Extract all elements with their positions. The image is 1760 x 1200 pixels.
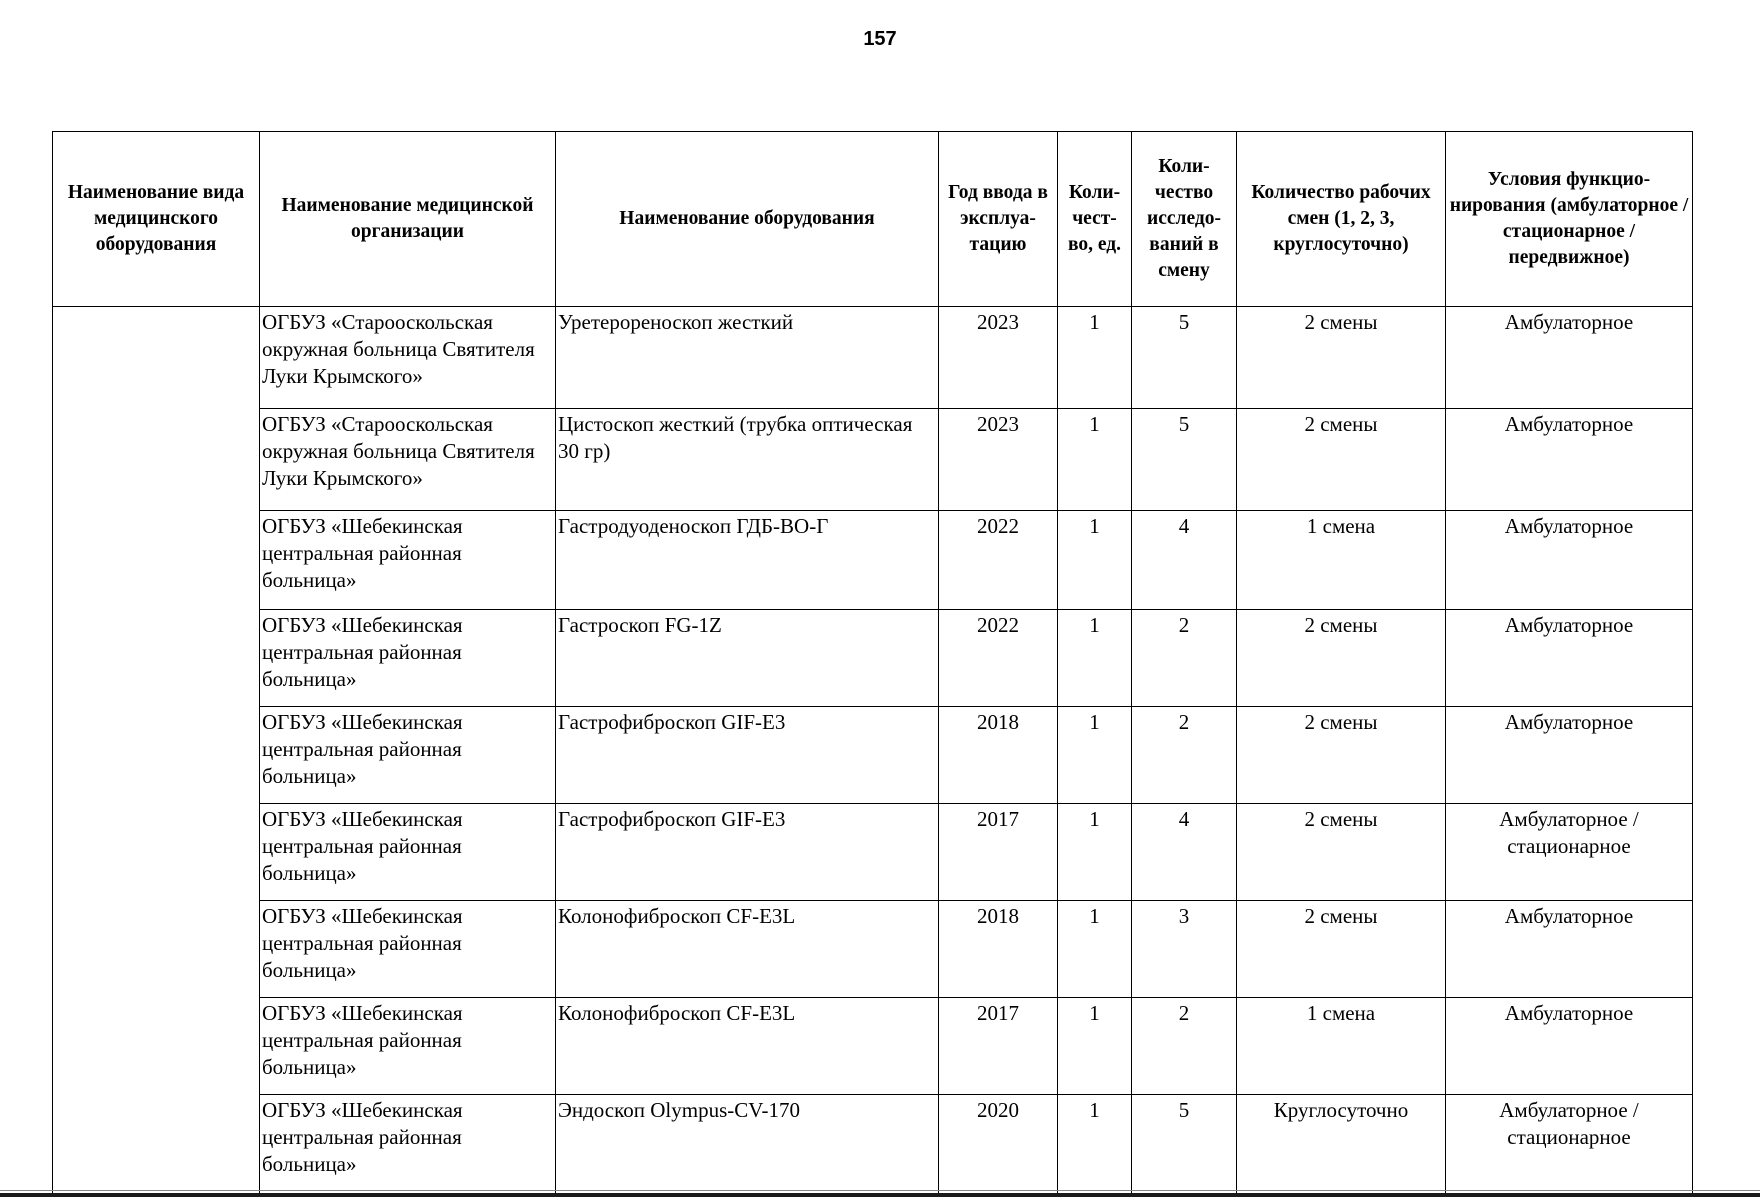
table-row [53,409,1693,511]
conditions-cell: Амбулаторное [1446,409,1693,511]
organization-cell: ОГБУЗ «Шебекинская центральная районная больница» [260,707,556,804]
equipment-name-cell: Гастроскоп FG-1Z [556,610,939,707]
year-cell: 2018 [939,707,1058,804]
quantity-cell: 1 [1058,998,1132,1095]
studies-cell: 2 [1132,998,1237,1095]
table-row [53,998,1693,1095]
bottom-rule [0,1193,1760,1197]
shifts-cell: 2 смены [1237,610,1446,707]
header-commission-year: Год ввода в эксплуа-тацию [939,132,1058,307]
quantity-cell: 1 [1058,901,1132,998]
shifts-cell: 2 смены [1237,707,1446,804]
studies-cell: 5 [1132,1095,1237,1197]
quantity-cell: 1 [1058,307,1132,409]
equipment-name-cell: Колонофиброскоп CF-E3L [556,901,939,998]
table-row [53,610,1693,707]
shifts-cell: 1 смена [1237,511,1446,610]
table-row [53,707,1693,804]
equipment-table [52,131,1693,1197]
conditions-cell: Амбулаторное / стационарное [1446,1095,1693,1197]
organization-cell: ОГБУЗ «Шебекинская центральная районная больница» [260,1095,556,1197]
header-equipment-type: Наименование вида медицинского оборудования [53,132,260,307]
conditions-cell: Амбулаторное [1446,707,1693,804]
conditions-cell: Амбулаторное [1446,610,1693,707]
quantity-cell: 1 [1058,511,1132,610]
year-cell: 2022 [939,610,1058,707]
header-operating-conditions: Условия функцио-нирования (амбулаторное / стационарное / передвижное) [1446,132,1693,307]
year-cell: 2017 [939,804,1058,901]
table-row [53,804,1693,901]
organization-cell: ОГБУЗ «Шебекинская центральная районная больница» [260,804,556,901]
shifts-cell: 2 смены [1237,307,1446,409]
equipment-type-cell [53,307,260,1197]
equipment-name-cell: Уретерореноскоп жесткий [556,307,939,409]
conditions-cell: Амбулаторное [1446,901,1693,998]
year-cell: 2017 [939,998,1058,1095]
shifts-cell: Круглосуточно [1237,1095,1446,1197]
equipment-name-cell: Цистоскоп жесткий (трубка оптическая 30 гр) [556,409,939,511]
year-cell: 2022 [939,511,1058,610]
table-row [53,1095,1693,1197]
quantity-cell: 1 [1058,804,1132,901]
equipment-name-cell: Гастрофиброскоп GIF-E3 [556,707,939,804]
equipment-name-cell: Колонофиброскоп CF-E3L [556,998,939,1095]
organization-cell: ОГБУЗ «Старооскольская окружная больница Святителя Луки Крымского» [260,409,556,511]
organization-cell: ОГБУЗ «Шебекинская центральная районная больница» [260,610,556,707]
quantity-cell: 1 [1058,610,1132,707]
studies-cell: 3 [1132,901,1237,998]
header-equipment-name: Наименование оборудования [556,132,939,307]
studies-cell: 4 [1132,511,1237,610]
organization-cell: ОГБУЗ «Старооскольская окружная больница Святителя Луки Крымского» [260,307,556,409]
header-quantity: Коли-чест-во, ед. [1058,132,1132,307]
studies-cell: 5 [1132,307,1237,409]
page-number: 157 [863,28,897,50]
equipment-name-cell: Эндоскоп Olympus-CV-170 [556,1095,939,1197]
header-studies-per-shift: Коли-чество исследо-ваний в смену [1132,132,1237,307]
shifts-cell: 2 смены [1237,804,1446,901]
quantity-cell: 1 [1058,707,1132,804]
organization-cell: ОГБУЗ «Шебекинская центральная районная больница» [260,901,556,998]
equipment-name-cell: Гастрофиброскоп GIF-E3 [556,804,939,901]
shifts-cell: 1 смена [1237,998,1446,1095]
equipment-name-cell: Гастродуоденоскоп ГДБ-ВО-Г [556,511,939,610]
studies-cell: 4 [1132,804,1237,901]
table-header-row [53,132,1693,307]
quantity-cell: 1 [1058,409,1132,511]
shifts-cell: 2 смены [1237,409,1446,511]
quantity-cell: 1 [1058,1095,1132,1197]
table-row [53,511,1693,610]
organization-cell: ОГБУЗ «Шебекинская центральная районная больница» [260,998,556,1095]
studies-cell: 2 [1132,610,1237,707]
studies-cell: 2 [1132,707,1237,804]
table-row [53,307,1693,409]
bottom-rule-shadow [0,1190,1760,1191]
header-organization: Наименование медицинской организации [260,132,556,307]
organization-cell: ОГБУЗ «Шебекинская центральная районная больница» [260,511,556,610]
header-work-shifts: Количество рабочих смен (1, 2, 3, круглосуточно) [1237,132,1446,307]
shifts-cell: 2 смены [1237,901,1446,998]
conditions-cell: Амбулаторное [1446,511,1693,610]
conditions-cell: Амбулаторное [1446,307,1693,409]
conditions-cell: Амбулаторное / стационарное [1446,804,1693,901]
studies-cell: 5 [1132,409,1237,511]
table-row [53,901,1693,998]
year-cell: 2020 [939,1095,1058,1197]
year-cell: 2023 [939,409,1058,511]
year-cell: 2023 [939,307,1058,409]
year-cell: 2018 [939,901,1058,998]
conditions-cell: Амбулаторное [1446,998,1693,1095]
